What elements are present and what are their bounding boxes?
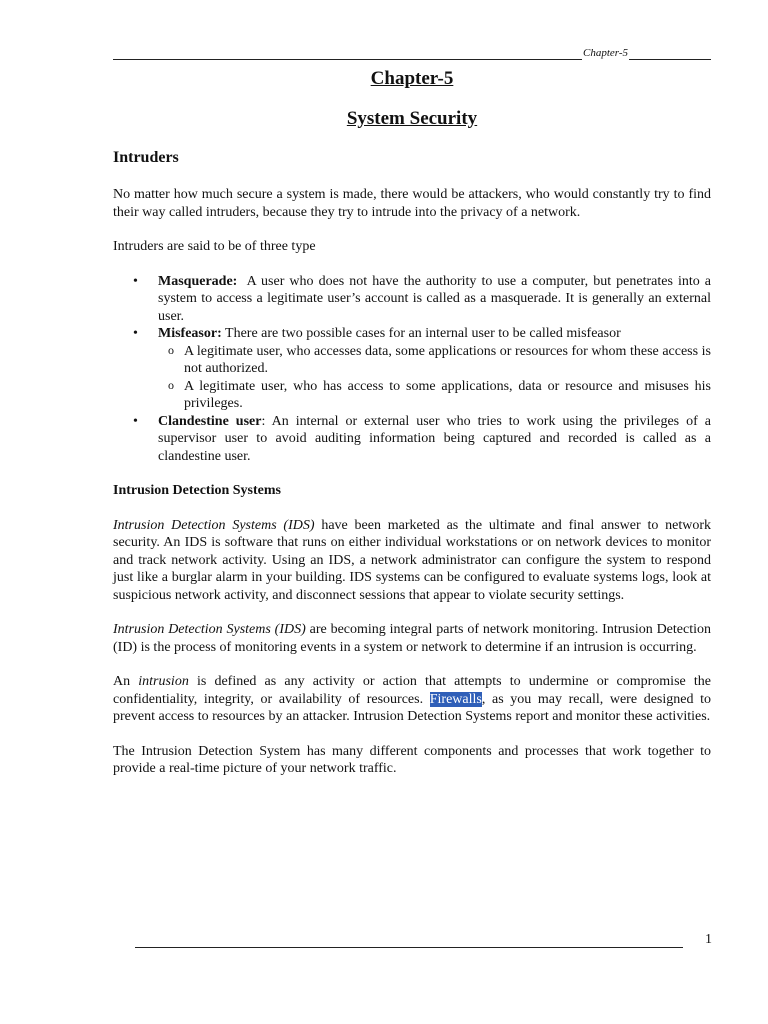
desc-masquerade: A user who does not have the authority to use a computer, but penetrates into a system to access a legitimate user’s account is called as a masquerade. It is generally an external user. — [158, 273, 715, 324]
ids-paragraph-2 — [113, 621, 711, 656]
list-item-masquerade — [113, 273, 715, 326]
header-rule-left — [113, 45, 582, 60]
sublist-item: o A legitimate user, who accesses data, some applications or resources for whom these access is not authorized. — [158, 343, 711, 378]
body-text — [113, 186, 715, 795]
ids-term: Intrusion Detection Systems (IDS) — [113, 622, 306, 637]
chapter-subtitle: System Security — [346, 108, 478, 129]
ids-paragraph-1-text: have been marketed as the ultimate and final answer to network security. An IDS is software that runs on either individual workstations or on network devices to monitor and track network activity. Using an IDS, a network administrator can configure the system to respond just like a burglar alarm in your building. IDS systems can be configured to evaluate systems logs, look at suspicious network activity, and disconnect sessions that appear to violate security settings. — [113, 517, 711, 603]
header-chapter-label: Chapter-5 — [583, 47, 628, 59]
list-item-misfeasor — [113, 325, 711, 413]
ids-paragraph-3-c: , as you may recall, were designed to prevent access to resources by an attacker. Intrusion Detection Systems report and monitor these activities. — [113, 691, 711, 724]
page-footer — [135, 930, 710, 948]
misfeasor-sublist — [158, 343, 711, 413]
term-misfeasor: Misfeasor: — [158, 326, 222, 341]
intruder-types-list — [113, 273, 715, 466]
section-heading-intruders: Intruders — [113, 149, 179, 166]
sublist-item: o A legitimate user, who has access to some applications, data or resource and misuses his privileges. — [158, 378, 711, 413]
desc-clandestine: : An internal or external user who tries to work using the privileges of a supervisor user to avoid auditing information being captured and recorded is called as a clandestine user. — [158, 413, 711, 464]
term-masquerade: Masquerade: — [158, 273, 238, 289]
section-heading-ids: Intrusion Detection Systems — [113, 483, 281, 498]
footer-rule — [135, 932, 683, 948]
ids-term: Intrusion Detection Systems (IDS) — [113, 517, 315, 533]
highlighted-word-firewalls[interactable]: Firewalls — [429, 691, 482, 707]
intrusion-term: intrusion — [138, 674, 189, 689]
chapter-title: Chapter-5 — [370, 68, 454, 89]
ids-paragraph-3-b: is defined as any activity or action that attempts to undermine or compromise the confidentiality, integrity, or availability of resources. — [113, 674, 711, 707]
header-rule-right — [629, 45, 711, 60]
ids-paragraph-3-a: An — [113, 674, 139, 689]
page-number: 1 — [705, 932, 712, 947]
ids-paragraph-2-text: are becoming integral parts of network monitoring. Intrusion Detection (ID) is the process of monitoring events in a system or network to determine if an intrusion is occurring. — [113, 622, 711, 655]
list-item-clandestine — [113, 413, 711, 466]
ids-paragraph-1 — [113, 517, 711, 605]
document-page — [113, 0, 715, 1024]
ids-paragraph-3 — [113, 673, 711, 726]
running-header — [113, 44, 711, 60]
ids-paragraph-4: The Intrusion Detection System has many different components and processes that work together to provide a real-time picture of your network traffic. — [113, 743, 711, 776]
term-clandestine: Clandestine user — [158, 413, 262, 429]
desc-misfeasor: There are two possible cases for an internal user to be called misfeasor — [221, 326, 621, 341]
intruders-paragraph-2: Intruders are said to be of three type — [113, 239, 316, 254]
intruders-paragraph-1: No matter how much secure a system is made, there would be attackers, who would constantly try to find their way called intruders, because they try to intrude into the privacy of a network. — [113, 187, 711, 220]
